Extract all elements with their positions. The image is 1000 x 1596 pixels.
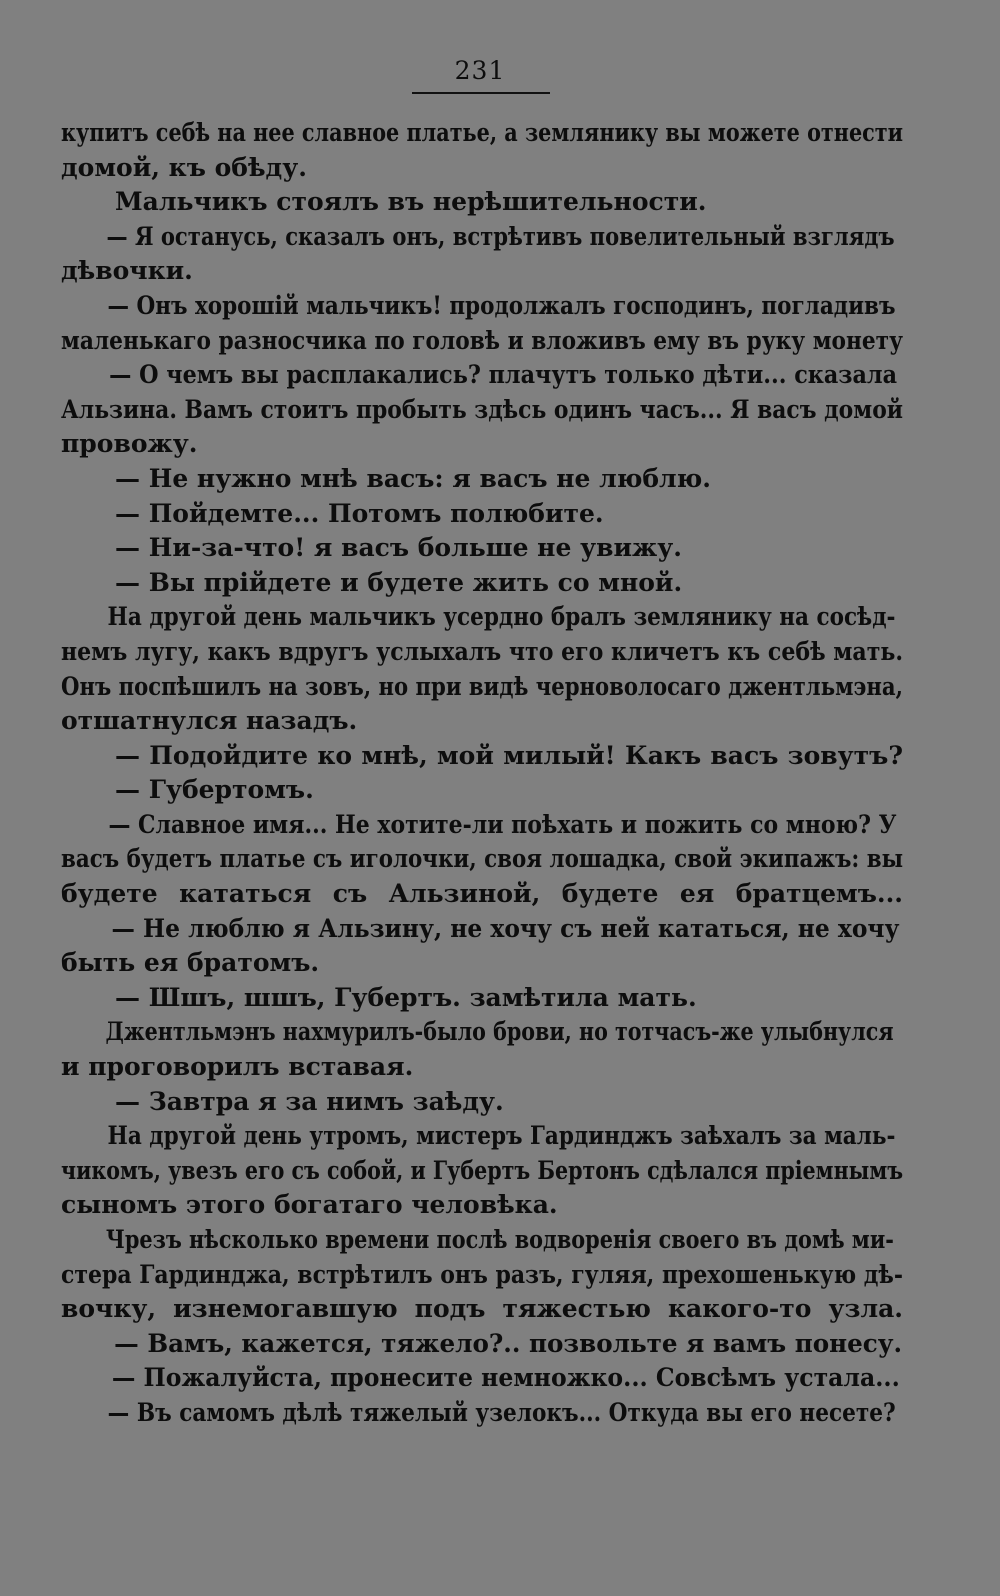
text-line: — Я останусь, сказалъ онъ, встрѣтивъ повелительный взглядъ [106, 221, 895, 251]
page-number: 231 [454, 56, 506, 85]
text-line: Альзина. Вамъ стоитъ пробыть здѣсь одинъ часъ... Я васъ домой [61, 394, 904, 424]
text-line: Мальчикъ стоялъ въ нерѣшительности. [115, 187, 707, 217]
text-line: стера Гардинджа, встрѣтилъ онъ разъ, гуляя, прехошенькую дѣ- [61, 1259, 903, 1289]
text-line: домой, къ обѣду. [61, 152, 307, 182]
text-line: — Пожалуйста, пронесите немножко... Совсѣмъ устала... [111, 1363, 900, 1393]
text-line: — Онъ хорошій мальчикъ! продолжалъ господинъ, погладивъ [107, 290, 896, 320]
text-line: отшатнулся назадъ. [61, 706, 358, 736]
text-line: На другой день мальчикъ усердно бралъ землянику на сосѣд- [107, 602, 896, 632]
text-line: купитъ себѣ на нее славное платье, а землянику вы можете отнести [61, 118, 904, 147]
text-line: — Въ самомъ дѣлѣ тяжелый узелокъ... Откуда вы его несете? [107, 1397, 896, 1427]
text-line: немъ лугу, какъ вдругъ услыхалъ что его кличетъ къ себѣ мать. [61, 636, 904, 666]
text-line: вочку, изнемогавшую подъ тяжестью какого-то узла. [61, 1294, 903, 1324]
text-line: — Не люблю я Альзину, не хочу съ ней кататься, не хочу [111, 913, 900, 943]
text-line: — Подойдите ко мнѣ, мой милый! Какъ васъ зовутъ? [115, 740, 903, 770]
text-line: — Вы прійдете и будете жить со мной. [115, 567, 683, 597]
text-line: Джентльмэнъ нахмурилъ-было брови, но тотчасъ-же улыбнулся [105, 1017, 894, 1047]
text-line: Чрезъ нѣсколько времени послѣ водворенія своего въ домѣ ми- [105, 1225, 894, 1254]
text-line: будете кататься съ Альзиной, будете ея братцемъ... [61, 879, 903, 909]
text-line: провожу. [61, 429, 198, 459]
text-line: — Завтра я за нимъ заѣду. [115, 1086, 504, 1116]
text-line: — Вамъ, кажется, тяжело?.. позвольте я вамъ понесу. [114, 1328, 903, 1358]
text-line: — Славное имя... Не хотите-ли поѣхать и пожить со мною? У [108, 809, 897, 839]
text-line: чикомъ, увезъ его съ собой, и Губертъ Бертонъ сдѣлался пріемнымъ [61, 1155, 904, 1185]
text-line: — О чемъ вы расплакались? плачутъ только дѣти... сказала [109, 360, 898, 390]
text-line: дѣвочки. [61, 256, 193, 286]
text-line: — Не нужно мнѣ васъ: я васъ не люблю. [115, 463, 712, 493]
text-line: быть ея братомъ. [61, 948, 320, 978]
text-line: — Пойдемте... Потомъ полюбите. [115, 498, 604, 528]
page-number-rule [412, 92, 550, 94]
text-line: — Губертомъ. [115, 775, 314, 805]
text-line: васъ будетъ платье съ иголочки, своя лошадка, свой экипажъ: вы [61, 844, 904, 874]
text-line: Онъ поспѣшилъ на зовъ, но при видѣ черноволосаго джентльмэна, [61, 671, 904, 701]
text-line: — Шшъ, шшъ, Губертъ. замѣтила мать. [115, 982, 697, 1012]
body-text [61, 116, 903, 1431]
text-line: На другой день утромъ, мистеръ Гардинджъ заѣхалъ за маль- [107, 1121, 896, 1151]
text-line: и проговорилъ вставая. [61, 1052, 414, 1082]
text-line: — Ни-за-что! я васъ больше не увижу. [115, 533, 682, 563]
text-line: маленькаго разносчика по головѣ и вложивъ ему въ руку монету [61, 325, 903, 355]
text-line: сыномъ этого богатаго человѣка. [61, 1190, 558, 1220]
